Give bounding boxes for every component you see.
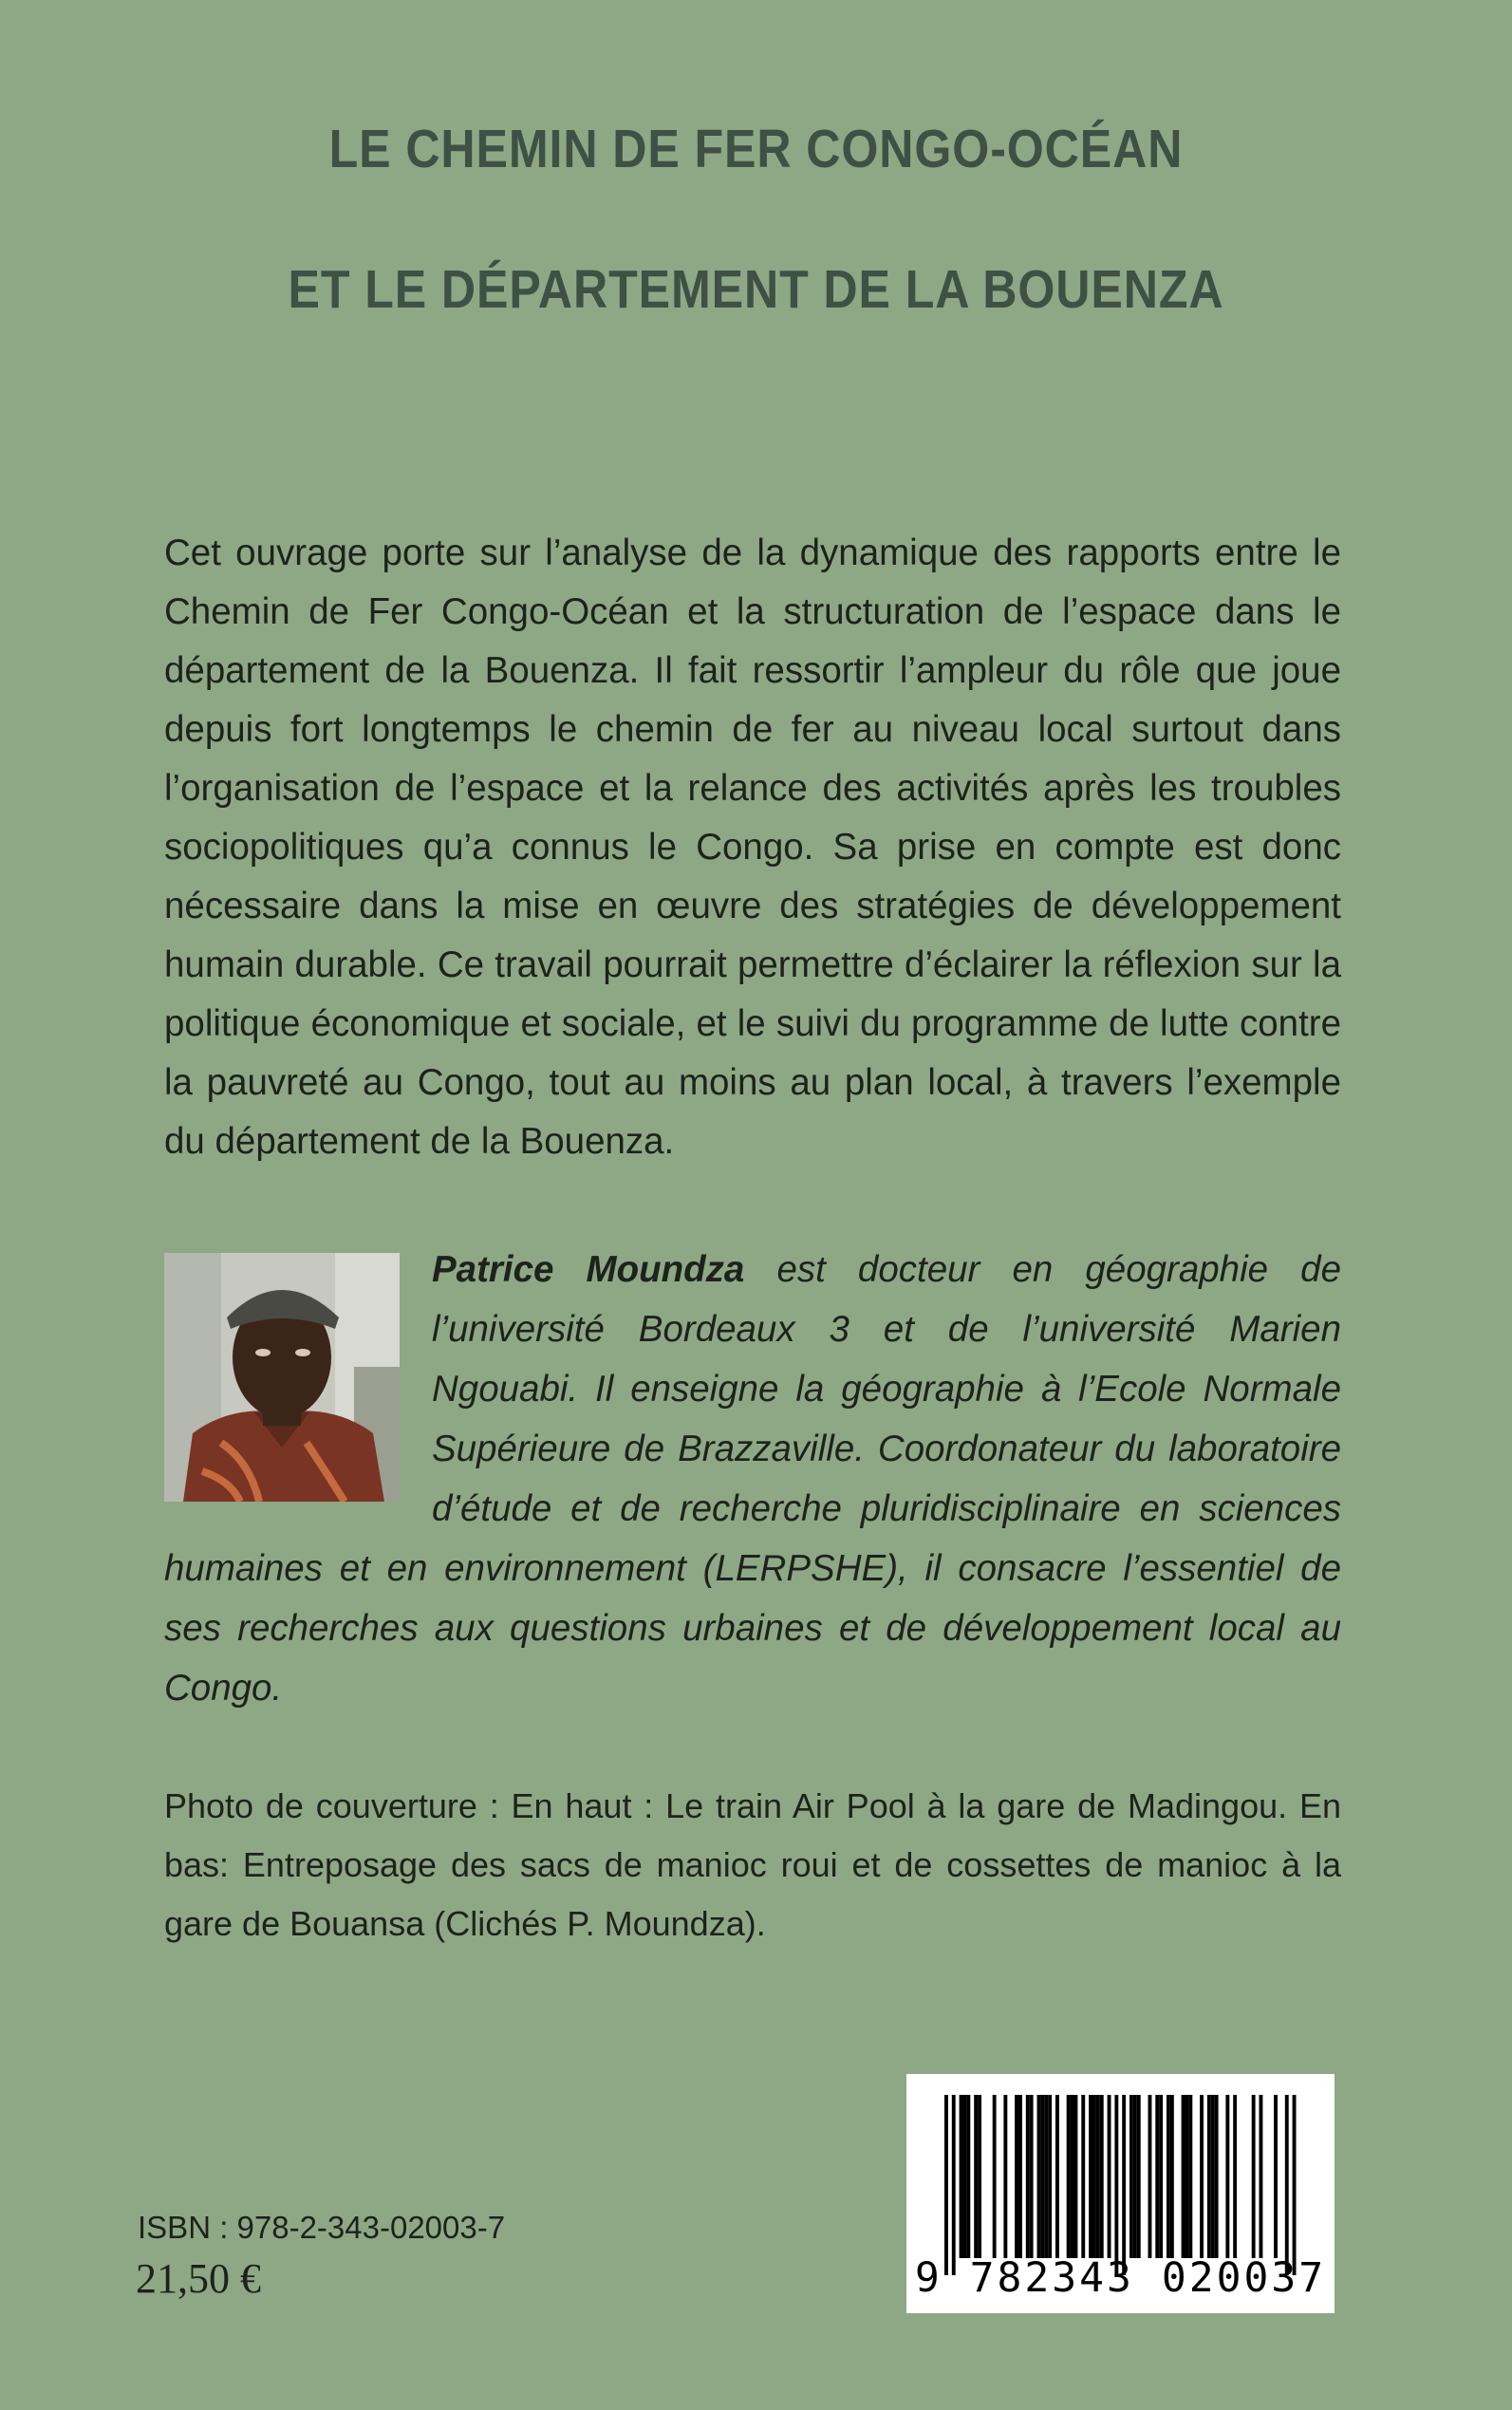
barcode-bar <box>1155 2095 1159 2258</box>
barcode-bar <box>952 2095 956 2275</box>
barcode-bar <box>1167 2095 1170 2258</box>
barcode-bar <box>993 2095 997 2258</box>
barcode-bar <box>1211 2095 1215 2258</box>
barcode-bar <box>1225 2095 1229 2258</box>
barcode-bar <box>1185 2095 1189 2258</box>
barcode-digits: 9 782343 020037 <box>914 2254 1327 2302</box>
barcode-bar <box>1055 2095 1059 2258</box>
barcode-bar <box>1037 2095 1041 2258</box>
barcode-bar <box>1003 2095 1007 2258</box>
barcode-bar <box>1108 2095 1111 2258</box>
barcode-bar <box>1129 2095 1133 2258</box>
barcode-bar <box>1260 2095 1263 2258</box>
title-line-1: LE CHEMIN DE FER CONGO-OCÉAN <box>328 119 1184 179</box>
barcode-bar <box>1026 2095 1030 2258</box>
barcode-bar <box>1293 2095 1297 2275</box>
barcode-bar <box>1233 2095 1237 2258</box>
barcode-bar <box>1018 2095 1022 2258</box>
barcode <box>906 2074 1335 2313</box>
price: 21,50 € <box>136 2255 261 2302</box>
barcode-bar <box>1015 2095 1018 2258</box>
author-name: Patrice Moundza <box>432 1249 745 1290</box>
barcode-bar <box>1096 2095 1100 2258</box>
barcode-bar <box>978 2095 981 2258</box>
barcode-bar <box>1274 2095 1278 2258</box>
barcode-bar <box>1182 2095 1185 2258</box>
barcode-bar <box>1148 2095 1152 2258</box>
barcode-bar <box>1215 2095 1219 2258</box>
barcode-bar <box>1048 2095 1052 2258</box>
author-photo <box>164 1253 400 1502</box>
barcode-bar <box>966 2095 970 2258</box>
barcode-bar <box>1089 2095 1092 2258</box>
barcode-bar <box>1207 2095 1211 2258</box>
summary-paragraph: Cet ouvrage porte sur l’analyse de la dynamique des rapports entre le Chemin de Fer Congo-Océan et la structuration de l’espace dans le département de la Bouenza. Il fait ressortir l’ampleur du rôle que joue depuis fort longtemps le chemin de fer au niveau local surtout dans l’organisation de l’espace et la relance des activités après les troubles sociopolitiques qu’a connus le Congo. Sa prise en compte est donc nécessaire dans la mise en œuvre des stratégies de développement humain durable. Ce travail pourrait permettre d’éclairer la réflexion sur la politique économique et sociale, et le suivi du programme de lutte contre la pauvreté au Congo, tout au moins au plan local, à travers l’exemple du département de la Bouenza. <box>164 532 1341 1162</box>
barcode-bar <box>1285 2095 1289 2275</box>
barcode-bar <box>1074 2095 1078 2258</box>
author-bio: est docteur en géographie de l’université Bordeaux 3 et de l’université Marien Ngouabi. Il enseigne la géographie à l’Ecole Normale Supérieure de Brazzaville. Coordonateur du laboratoire d’étude et de recherche pluridisciplinaire en sciences humaines et en environnement (LERPSHE), il consacre l’essentiel de ses recherches aux questions urbaines et de développement local au Congo. <box>164 1249 1341 1709</box>
barcode-bar <box>1114 2095 1118 2275</box>
barcode-bar <box>1252 2095 1256 2258</box>
barcode-bar <box>1100 2095 1104 2258</box>
barcode-bar <box>1122 2095 1126 2275</box>
barcode-bar <box>1133 2095 1137 2258</box>
barcode-bar <box>974 2095 978 2258</box>
barcode-bar <box>1092 2095 1096 2258</box>
barcode-bar <box>1200 2095 1204 2258</box>
barcode-bar <box>1044 2095 1048 2258</box>
barcode-bar <box>1071 2095 1074 2258</box>
author-bio-block <box>164 1240 1341 1718</box>
barcode-bar <box>960 2095 963 2258</box>
title-line-2: ET LE DÉPARTEMENT DE LA BOUENZA <box>288 259 1224 320</box>
barcode-bar <box>1170 2095 1174 2258</box>
barcode-bar <box>963 2095 967 2258</box>
barcode-bar <box>1040 2095 1044 2258</box>
barcode-bar <box>1159 2095 1163 2258</box>
barcode-bar <box>1188 2095 1192 2258</box>
barcode-bar <box>1137 2095 1141 2258</box>
photo-credit: Photo de couverture : En haut : Le train Air Pool à la gare de Madingou. En bas: Entreposage des sacs de manioc roui et de cossettes de manioc à la gare de Bouansa (Clichés P. Moundza). <box>164 1786 1341 1943</box>
barcode-bar <box>1081 2095 1085 2258</box>
barcode-bar <box>944 2095 948 2275</box>
barcode-bar <box>1067 2095 1071 2258</box>
barcode-bar <box>1030 2095 1034 2258</box>
isbn-number: ISBN : 978-2-343-02003-7 <box>138 2210 506 2245</box>
